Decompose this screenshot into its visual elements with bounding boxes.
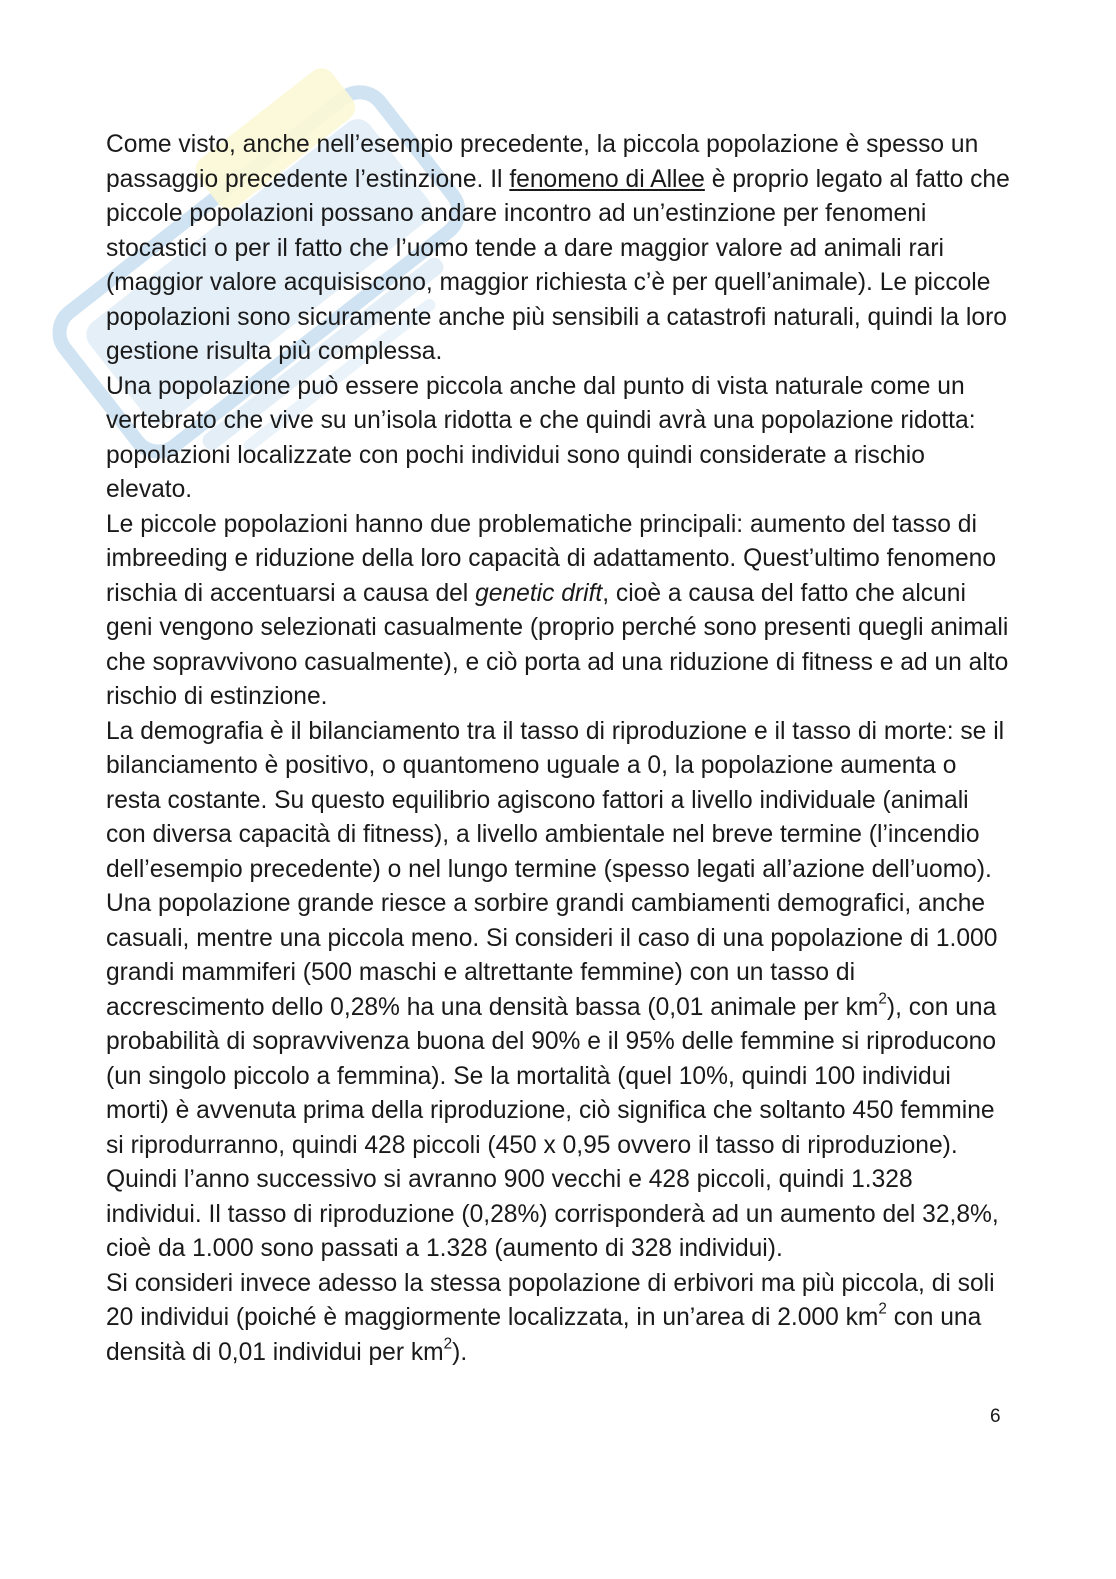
text-run: Una popolazione può essere piccola anche dal punto di vista naturale come un vertebrato che vive su un’isola ridotta e che quindi avrà una popolazione ridotta: popolazioni localizzate con pochi individui sono quindi considerate a rischio elevato. [106, 372, 976, 503]
text-run: La demografia è il bilanciamento tra il tasso di riproduzione e il tasso di morte: se il bilanciamento è positivo, o quantomeno uguale a 0, la popolazione aumenta o resta costante. Su questo equilibrio agiscono fattori a livello individuale (animali con diversa capacità di fitness), a livello ambientale nel breve termine (l’incendio dell’esempio precedente) o nel lungo termine (spesso legati all’azione dell’uomo). Una popolazione grande riesce a sorbire grandi cambiamenti demografici, anche casuali, mentre una piccola meno. Si consideri il caso di una popolazione di 1.000 grandi mammiferi (500 maschi e altrettante femmine) con un tasso di accrescimento dello 0,28% ha una densità bassa (0,01 animale per km [106, 717, 1005, 1021]
paragraph [106, 128, 1011, 370]
paragraph [106, 715, 1011, 1267]
paragraph [106, 1267, 1011, 1371]
text-run: Si consideri invece adesso la stessa popolazione di erbivori ma più piccola, di soli 20 individui (poiché è maggiormente localizzata, in un’area di 2.000 km [106, 1269, 995, 1331]
paragraph [106, 370, 1011, 508]
text-run: è proprio legato al fatto che piccole popolazioni possano andare incontro ad un’estinzione per fenomeni stocastici o per il fatto che l’uomo tende a dare maggior valore ad animali rari (maggior valore acquisiscono, maggior richiesta c’è per quell’animale). Le piccole popolazioni sono sicuramente anche più sensibili a catastrofi naturali, quindi la loro gestione risulta più complessa. [106, 165, 1010, 365]
italic-term: genetic drift [475, 579, 603, 607]
text-run: con una densità di 0,01 individui per km [106, 1304, 982, 1366]
document-body [106, 128, 1011, 1370]
text-run: Come visto, anche nell’esempio precedente, la piccola popolazione è spesso un passaggio precedente l’estinzione. Il [106, 131, 979, 193]
text-run: , cioè a causa del fatto che alcuni geni vengono selezionati casualmente (proprio perché sono presenti quegli animali che sopravvivono casualmente), e ciò porta ad una riduzione di fitness e ad un alto rischio di estinzione. [106, 579, 1009, 710]
underlined-term: fenomeno di Allee [509, 165, 705, 193]
text-run: ), con una probabilità di sopravvivenza buona del 90% e il 95% delle femmine si riproducono (un singolo piccolo a femmina). Se la mortalità (quel 10%, quindi 100 individui morti) è avvenuta prima della riproduzione, ciò significa che soltanto 450 femmine si riprodurranno, quindi 428 piccoli (450 x 0,95 ovvero il tasso di riproduzione). Quindi l’anno successivo si avranno 900 vecchi e 428 piccoli, quindi 1.328 individui. Il tasso di riproduzione (0,28%) corrisponderà ad un aumento del 32,8%, cioè da 1.000 sono passati a 1.328 (aumento di 328 individui). [106, 993, 999, 1262]
paragraph [106, 508, 1011, 715]
superscript: 2 [443, 1335, 453, 1353]
page-number: 6 [990, 1406, 1001, 1427]
text-run: Le piccole popolazioni hanno due problematiche principali: aumento del tasso di imbreeding e riduzione della loro capacità di adattamento. Quest’ultimo fenomeno rischia di accentuarsi a causa del [106, 510, 996, 607]
superscript: 2 [878, 990, 887, 1008]
superscript: 2 [878, 1300, 887, 1318]
text-run: ). [452, 1338, 468, 1366]
